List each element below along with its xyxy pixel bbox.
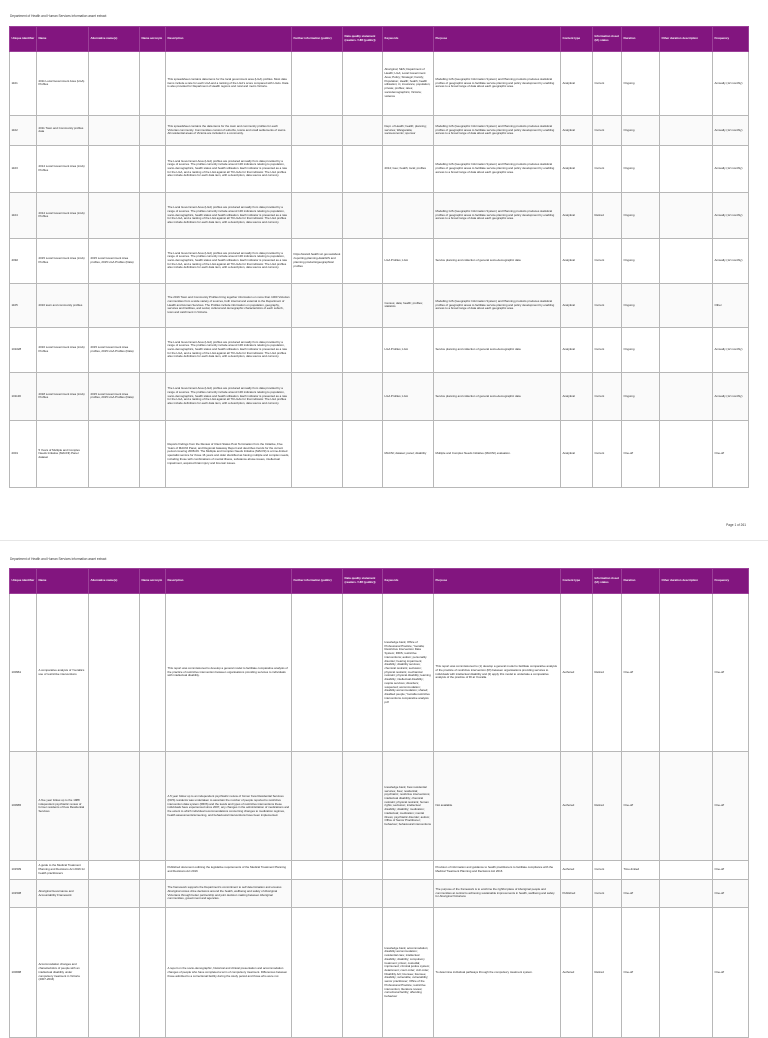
alt-name-cell: [89, 594, 140, 752]
ia-status-cell: Current: [593, 146, 622, 193]
column-header-acronym: Name acronym: [140, 27, 166, 52]
purpose-cell: Multiple and Complex Needs Initiative (MACNI) evaluation.: [434, 421, 561, 488]
unique-id-cell: 101130: [10, 372, 37, 421]
data-quality-cell: [343, 861, 383, 880]
content-type-cell: Analytical: [561, 115, 593, 145]
alt-name-cell: [89, 146, 140, 193]
data-quality-cell: [343, 594, 383, 752]
data-quality-cell: [343, 372, 383, 421]
ia-status-cell: Retired: [593, 192, 622, 239]
column-header-keywords: Keywords: [383, 569, 434, 594]
frequency-cell: One-off: [713, 594, 749, 752]
further-info-cell[interactable]: https://www2.health.vic.gov.au/about/reporting-planning-data/GIS and planning products/geographical profiles: [292, 239, 343, 284]
acronym-cell: [140, 908, 166, 1038]
acronym-cell: [140, 283, 166, 328]
name-cell: Aboriginal Governance and Accountability Framework: [37, 879, 89, 908]
alt-name-cell: [89, 115, 140, 145]
table-row: [10, 115, 749, 145]
name-cell: 2014 Local Government Area (LGA) Profiles: [37, 146, 89, 193]
further-info-cell: [292, 328, 343, 373]
further-info-cell: [292, 594, 343, 752]
other-duration-cell: [660, 239, 713, 284]
ia-status-cell: Retired: [593, 594, 622, 752]
unique-id-cell: 2001: [10, 421, 37, 488]
unique-id-cell: 100961: [10, 594, 37, 752]
description-cell: Reports findings from the Review of Client Status Post Termination from the Initiative, Five Years of MACNI Panel, and Regional Gateway Report and describes trends for the current period covering 2008-09. The Multiple and Complex Needs Initiative (MACNI) is a time-limited specialist service for those 16 years and older identified as having multiple and complex needs, including those with combinations of mental illness, substance abuse issues, intellectual impairment, acquired brain injury and forensic issues.: [166, 421, 292, 488]
column-header-other-duration: Other duration description: [660, 569, 713, 594]
other-duration-cell: [660, 879, 713, 908]
acronym-cell: [140, 879, 166, 908]
column-header-other-duration: Other duration description: [660, 27, 713, 52]
duration-cell: Ongoing: [622, 146, 660, 193]
description-cell: Published document outlining the legislative requirements of the Medical Treatment Planning and Decisions Act 2016: [166, 861, 292, 880]
content-type-cell: Authored: [561, 908, 593, 1038]
content-type-cell: Authored: [561, 861, 593, 880]
table-row: [10, 752, 749, 861]
name-cell: A five year follow-up to the 1988 independent psychiatric review of former residents of Kew Residential Services: [37, 752, 89, 861]
description-cell: The 2016 Town and Community Profiles bring together information on more than 1000 Victorian communities from a wide variety of sources, both internal and external to the Department of Health and Human Services. The Profiles include information on population, geography, services and facilities, and social, cultural and demographic characteristics of each suburb, town and catchment in Victoria.: [166, 283, 292, 328]
other-duration-cell: [660, 192, 713, 239]
description-cell: A 5 year follow up to an independent psychiatric review of former Kew Residential Services (KRS) residents was undertaken to ascertain the number of people reported to restrictive intervention data system (RIDS) and the levels and types of restrictive interventions these individuals have experienced since 2007, any changes in the administration of medications and the extent to which individual recommendations concerning changes to medication regimes, health assessments/screening, and behavioural interventions have been implemented.: [166, 752, 292, 861]
acronym-cell: [140, 421, 166, 488]
other-duration-cell: [660, 372, 713, 421]
alt-name-cell: 2015 Local Government Area profiles, 2015 LGA Profiles (Data): [89, 328, 140, 373]
keywords-cell: knowledge bank; Kew residential services; Kew; residential; psychiatric; restrictive interventions; intellectual disability; chemical restraint; physical restraint; human rights; seclusion; intellectual disability; disability; medication; intellectual; medication; mental illness; psychiatric disorder; autism; Office of Senior Practitioner; behaviour; behavioural interventions: [383, 752, 434, 861]
data-quality-cell: [343, 115, 383, 145]
ia-status-cell: Current: [593, 328, 622, 373]
name-cell: A comparative analysis of Yooralla's use of restrictive interventions: [37, 594, 89, 752]
frequency-cell: Annually (12 monthly): [713, 52, 749, 116]
description-cell: This report was commissioned to develop a general model to facilitate comparative analysis of the practice of restrictive intervention between organisations providing services to individuals with intellectual disability.: [166, 594, 292, 752]
column-header-content-type: Content type: [561, 569, 593, 594]
data-quality-cell: [343, 239, 383, 284]
duration-cell: Ongoing: [622, 283, 660, 328]
column-header-duration: Duration: [622, 27, 660, 52]
content-type-cell: Analytical: [561, 52, 593, 116]
alt-name-cell: [89, 52, 140, 116]
other-duration-cell: [660, 115, 713, 145]
name-cell: 2014 Local Government Area (LGA) Profiles: [37, 192, 89, 239]
table-row: [10, 421, 749, 488]
further-info-cell: [292, 421, 343, 488]
further-info-cell: [292, 372, 343, 421]
keywords-cell: LGA Profiles; LGA: [383, 239, 434, 284]
column-header-frequency: Frequency: [713, 27, 749, 52]
acronym-cell: [140, 594, 166, 752]
duration-cell: Ongoing: [622, 239, 660, 284]
keywords-cell: knowledge bank; accommodation; disability accommodation; residential care; intellectual disability; disability; compulsory treatment; prison; custodial; imprisoned; criminal justice system; detainment; court order; civil order; Disability Act; licensee; licensee; disability; vulnerable; vulnerability; senior practitioner; Office of the Professional Practice; restrictive intervention; literature review; correctional facility; offending behaviour: [383, 908, 434, 1038]
name-cell: 2018 Local Government Area (LGA) Profiles: [37, 372, 89, 421]
data-quality-cell: [343, 146, 383, 193]
further-info-cell: [292, 283, 343, 328]
column-header-ia-status: Information Asset (IA) status: [593, 569, 622, 594]
purpose-cell: Modelling GIS (Geographic Information System) and Planning products produces statistical profiles of geographic areas to facilitate service planning and policy development by enabling access to a broad range of data about each geographic area.: [434, 192, 561, 239]
column-header-acronym: Name acronym: [140, 569, 166, 594]
content-type-cell: Analytical: [561, 283, 593, 328]
frequency-cell: Annually (12 monthly): [713, 328, 749, 373]
content-type-cell: Authored: [561, 752, 593, 861]
column-header-purpose: Purpose: [434, 27, 561, 52]
content-type-cell: Analytical: [561, 239, 593, 284]
acronym-cell: [140, 115, 166, 145]
description-cell: The Local Government Area (LGA) profiles are produced annually from data provided by a range of sources. The profiles currently include around 130 indicators relating to population, socio-demographics, health status and health utilisation. Each indicator is presented as a rate for the LGA, and a ranking of the LGA against all 79 LGAs for that indicator. The LGA profiles also include definitions for each data item, with a description, data source and currency.: [166, 192, 292, 239]
purpose-cell: Modelling GIS (Geographic Information System) and Planning products produces statistical profiles of geographic areas to facilitate service planning and policy development by enabling access to a broad range of data about each geographic area.: [434, 146, 561, 193]
alt-name-cell: [89, 421, 140, 488]
column-header-keywords: Keywords: [383, 27, 434, 52]
unique-id-cell: 100965: [10, 752, 37, 861]
keywords-cell: LGA Profiles; LGA: [383, 328, 434, 373]
column-header-ia-status: Information Asset (IA) status: [593, 27, 622, 52]
duration-cell: Ongoing: [622, 115, 660, 145]
unique-id-cell: 1103: [10, 146, 37, 193]
further-info-cell: [292, 752, 343, 861]
column-header-alt-name: Alternative name(s): [89, 27, 140, 52]
table-row: [10, 52, 749, 116]
purpose-cell: Service planning and collection of general socio-demographic data: [434, 372, 561, 421]
further-info-cell: [292, 146, 343, 193]
table-row: [10, 283, 749, 328]
content-type-cell: Analytical: [561, 421, 593, 488]
purpose-cell: Service planning and collection of general socio-demographic data: [434, 239, 561, 284]
data-quality-cell: [343, 879, 383, 908]
purpose-cell: The purpose of the framework is to enshrine the rightful place of Aboriginal people and communities at central to achieving sustainable improvements in health, wellbeing and safety for Aboriginal Victorians: [434, 879, 561, 908]
data-quality-cell: [343, 752, 383, 861]
other-duration-cell: [660, 908, 713, 1038]
further-info-cell: [292, 879, 343, 908]
unique-id-cell: 1101: [10, 52, 37, 116]
purpose-cell: Modelling GIS (Geographic Information System) and Planning products produces statistical profiles of geographic areas to facilitate service planning and policy development by enabling access to a broad range of data about each geographic area.: [434, 115, 561, 145]
further-info-cell: [292, 192, 343, 239]
duration-cell: Ongoing: [622, 52, 660, 116]
data-quality-cell: [343, 908, 383, 1038]
other-duration-cell: [660, 752, 713, 861]
page-break: [0, 540, 768, 541]
further-info-cell: [292, 115, 343, 145]
duration-cell: One-off: [622, 421, 660, 488]
frequency-cell: Annually (12 monthly): [713, 146, 749, 193]
frequency-cell: Other: [713, 283, 749, 328]
other-duration-cell: [660, 283, 713, 328]
frequency-cell: One-off: [713, 421, 749, 488]
duration-cell: One-off: [622, 594, 660, 752]
purpose-cell: Modelling GIS (Geographic Information System) and Planning products produces statistical profiles of geographic areas to facilitate service planning and policy development by enabling access to a broad range of data about each geographic area.: [434, 283, 561, 328]
page-number: Page 1 of 261: [726, 523, 746, 527]
duration-cell: One-off: [622, 908, 660, 1038]
acronym-cell: [140, 192, 166, 239]
alt-name-cell: 2015 Local Government Area profiles, 2015 LGA Profiles (Data): [89, 239, 140, 284]
description-cell: The Local Government Area (LGA) profiles are produced annually from data provided by a range of sources. The profiles currently include around 130 indicators relating to population, socio-demographics, health status and health utilisation. Each indicator is presented as a rate for the LGA, and a ranking of the LGA against all 79 LGAs for that indicator. The LGA profiles also include definitions for each data item, with a description, data source and currency.: [166, 328, 292, 373]
purpose-cell: Modelling GIS (Geographic Information System) and Planning products produces statistical profiles of geographic areas to facilitate service planning and policy development by enabling access to a broad range of data about each geographic area.: [434, 52, 561, 116]
duration-cell: Ongoing: [622, 372, 660, 421]
keywords-cell: 2014; Geo; health; local; profiles: [383, 146, 434, 193]
keywords-cell: Aboriginal; SES; Department of Health; LGA; Local Government Area; Policy; Strategic; Family; Population; Health; health; health utilisation; in; insurance; population; private; profiles; rates; sociodemographics; Victoria; violence: [383, 52, 434, 116]
frequency-cell: One-off: [713, 752, 749, 861]
name-cell: 2015 Local Government Area (LGA) Profiles: [37, 239, 89, 284]
frequency-cell: Annually (12 monthly): [713, 192, 749, 239]
acronym-cell: [140, 328, 166, 373]
ia-status-cell: Current: [593, 52, 622, 116]
keywords-cell: [383, 879, 434, 908]
ia-status-cell: Current: [593, 239, 622, 284]
column-header-description: Description: [166, 27, 292, 52]
keywords-cell: Census; data; health; profiles; statistics: [383, 283, 434, 328]
description-cell: This spreadsheet contains data items for the local government area (LGA) profiles. Most data items include a rate for each LGA and a ranking of the LGA's score compared with LGAs. Data is also provided for Department of Health regions and rural and metro Victoria.: [166, 52, 292, 116]
table-header-row: [10, 569, 749, 594]
name-cell: A guide to the Medical Treatment Planning and Decisions Act 2016 for health practitioners: [37, 861, 89, 880]
other-duration-cell: [660, 421, 713, 488]
unique-id-cell: 4092: [10, 239, 37, 284]
alt-name-cell: [89, 283, 140, 328]
purpose-cell: Not available: [434, 752, 561, 861]
column-header-name: Name: [37, 569, 89, 594]
keywords-cell: LGA Profiles; LGA: [383, 372, 434, 421]
table-row: [10, 146, 749, 193]
ia-status-cell: Current: [593, 421, 622, 488]
frequency-cell: Annually (12 monthly): [713, 372, 749, 421]
purpose-cell: To determine individual pathways through the compulsory treatment system.: [434, 908, 561, 1038]
column-header-purpose: Purpose: [434, 569, 561, 594]
data-quality-cell: [343, 421, 383, 488]
other-duration-cell: [660, 328, 713, 373]
acronym-cell: [140, 52, 166, 116]
further-info-cell: [292, 861, 343, 880]
name-cell: Accommodation changes and characteristics of people with an intellectual disability under compulsory treatment in Victoria (2007-2016): [37, 908, 89, 1038]
column-header-unique-id: Unique identifier: [10, 569, 37, 594]
alt-name-cell: [89, 192, 140, 239]
duration-cell: One-off: [622, 879, 660, 908]
duration-cell: Ongoing: [622, 328, 660, 373]
ia-status-cell: Retired: [593, 752, 622, 861]
frequency-cell: Annually (12 monthly): [713, 239, 749, 284]
content-type-cell: Authored: [561, 594, 593, 752]
document-title: Department of Health and Human Services information asset extract: [10, 14, 107, 18]
column-header-data-quality: Data quality statement (readers / URI (public)): [343, 569, 383, 594]
frequency-cell: One-off: [713, 908, 749, 1038]
other-duration-cell: [660, 594, 713, 752]
keywords-cell: MACNI; dataset; panel; disability: [383, 421, 434, 488]
asset-table-page-1: [9, 26, 749, 488]
description-cell: The framework supports the Department's commitment to self determination and ensures Aboriginal voices drive decisions around the health, wellbeing and safety of Aboriginal Victorians through better partnership and joint decision making between Aboriginal communities, government and agencies.: [166, 879, 292, 908]
ia-status-cell: Current: [593, 372, 622, 421]
ia-status-cell: Current: [593, 879, 622, 908]
unique-id-cell: 1104: [10, 192, 37, 239]
ia-status-cell: Current: [593, 115, 622, 145]
acronym-cell: [140, 861, 166, 880]
table-row: [10, 239, 749, 284]
name-cell: 2016 Local Government Area (LGA) Profiles: [37, 328, 89, 373]
column-header-data-quality: Data quality statement (readers / URI (public)): [343, 27, 383, 52]
unique-id-cell: 1105: [10, 283, 37, 328]
table-row: [10, 908, 749, 1038]
content-type-cell: Analytical: [561, 146, 593, 193]
content-type-cell: Published: [561, 879, 593, 908]
column-header-further-info: Further information (public): [292, 569, 343, 594]
column-header-content-type: Content type: [561, 27, 593, 52]
column-header-unique-id: Unique identifier: [10, 27, 37, 52]
table-row: [10, 879, 749, 908]
keywords-cell: Dept. of Health; health; planning; services; Wangaratta; socioeconomic; sponsor: [383, 115, 434, 145]
duration-cell: One-off: [622, 752, 660, 861]
column-header-frequency: Frequency: [713, 569, 749, 594]
table-row: [10, 594, 749, 752]
frequency-cell: One-off: [713, 879, 749, 908]
column-header-further-info: Further information (public): [292, 27, 343, 52]
alt-name-cell: [89, 908, 140, 1038]
purpose-cell: This report was commissioned to (1) develop a general model to facilitate comparative analysis of the practice of restrictive intervention (RI) between organisations providing services to individuals with intellectual disability and (2) apply this model to undertake a comparative analysis of the practice of RI at Yooralla.: [434, 594, 561, 752]
unique-id-cell: 100698: [10, 908, 37, 1038]
acronym-cell: [140, 752, 166, 861]
table-row: [10, 861, 749, 880]
ia-status-cell: Current: [593, 283, 622, 328]
unique-id-cell: 101028: [10, 328, 37, 373]
further-info-cell: [292, 52, 343, 116]
unique-id-cell: 1102: [10, 115, 37, 145]
keywords-cell: knowledge bank; Office of Professional Practice; Yooralla; Restrictive Intervention Data System; RIDS; restrictive interventions; autism; personality disorder; hearing impairment; disability; disability services; chemical restraint; seclusion; physical restraint; mechanical restraint; physical disability; learning disability; intellectual disability; respite services; disorders; suspected; accommodation; disability accommodation; shared; disabled people; Yooralla restrictive interventions comparative analysis pdf: [383, 594, 434, 752]
data-quality-cell: [343, 192, 383, 239]
keywords-cell: [383, 861, 434, 880]
purpose-cell: Service planning and collection of general socio-demographic data: [434, 328, 561, 373]
unique-id-cell: 101539: [10, 861, 37, 880]
alt-name-cell: [89, 861, 140, 880]
frequency-cell: One-off: [713, 861, 749, 880]
content-type-cell: Analytical: [561, 192, 593, 239]
table-row: [10, 328, 749, 373]
acronym-cell: [140, 146, 166, 193]
other-duration-cell: [660, 52, 713, 116]
description-cell: The Local Government Area (LGA) profiles are produced annually from data provided by a range of sources. The profiles currently include around 130 indicators relating to population, socio-demographics, health status and health utilisation. Each indicator is presented as a rate for the LGA, and a ranking of the LGA against all 79 LGAs for that indicator. The LGA profiles also include definitions for each data item, with a description, data source and currency.: [166, 372, 292, 421]
ia-status-cell: Current: [593, 861, 622, 880]
alt-name-cell: [89, 752, 140, 861]
name-cell: 2011 Town and Community profiles data: [37, 115, 89, 145]
asset-table-page-2: [9, 568, 749, 1038]
table-header-row: [10, 27, 749, 52]
column-header-description: Description: [166, 569, 292, 594]
content-type-cell: Analytical: [561, 372, 593, 421]
table-row: [10, 192, 749, 239]
description-cell: A report on the socio-demographic, historical and clinical presentation and accommodation changes of people who have completed a term of compulsory treatment. Differences between those admitted to a correctional facility during the study period and those who were not: [166, 908, 292, 1038]
further-info-cell: [292, 908, 343, 1038]
frequency-cell: Annually (12 monthly): [713, 115, 749, 145]
acronym-cell: [140, 372, 166, 421]
unique-id-cell: 101538: [10, 879, 37, 908]
table-row: [10, 372, 749, 421]
document-title: Department of Health and Human Services information asset extract: [10, 557, 107, 561]
content-type-cell: Analytical: [561, 328, 593, 373]
acronym-cell: [140, 239, 166, 284]
alt-name-cell: [89, 879, 140, 908]
ia-status-cell: Retired: [593, 908, 622, 1038]
data-quality-cell: [343, 328, 383, 373]
description-cell: This spreadsheet contains the data items for the town and community profiles for each Victorian community. Communities consist of suburbs, towns and small settlements of towns. All residential areas of Victoria are included in a community.: [166, 115, 292, 145]
name-cell: 2016 town and community profiles: [37, 283, 89, 328]
data-quality-cell: [343, 283, 383, 328]
column-header-name: Name: [37, 27, 89, 52]
column-header-duration: Duration: [622, 569, 660, 594]
column-header-alt-name: Alternative name(s): [89, 569, 140, 594]
other-duration-cell: [660, 861, 713, 880]
alt-name-cell: 2015 Local Government Area profiles, 2015 LGA Profiles (Data): [89, 372, 140, 421]
description-cell: The Local Government Area (LGA) profiles are produced annually from data provided by a range of sources. The profiles currently include around 130 indicators relating to population, socio-demographics, health status and health utilisation. Each indicator is presented as a rate for the LGA, and a ranking of the LGA against all 79 LGAs for that indicator. The LGA profiles also include definitions for each data item, with a description, data source and currency.: [166, 146, 292, 193]
name-cell: 5 Years of Multiple and Complex Needs Initiative (MACNI) Panel dataset: [37, 421, 89, 488]
keywords-cell: [383, 192, 434, 239]
purpose-cell: Provision of information and guidance to health practitioners to facilitate compliance with the Medical Treatment Planning and Decisions Act 2016: [434, 861, 561, 880]
name-cell: 2011 Local Government Area (LGA) Profiles: [37, 52, 89, 116]
description-cell: The Local Government Area (LGA) profiles are produced annually from data provided by a range of sources. The profiles currently include around 130 indicators relating to population, socio-demographics, health status and health utilisation. Each indicator is presented as a rate for the LGA, and a ranking of the LGA against all 79 LGAs for that indicator. The LGA profiles also include definitions for each data item, with a description, data source and currency.: [166, 239, 292, 284]
duration-cell: Ongoing: [622, 192, 660, 239]
data-quality-cell: [343, 52, 383, 116]
other-duration-cell: [660, 146, 713, 193]
duration-cell: Time-limited: [622, 861, 660, 880]
